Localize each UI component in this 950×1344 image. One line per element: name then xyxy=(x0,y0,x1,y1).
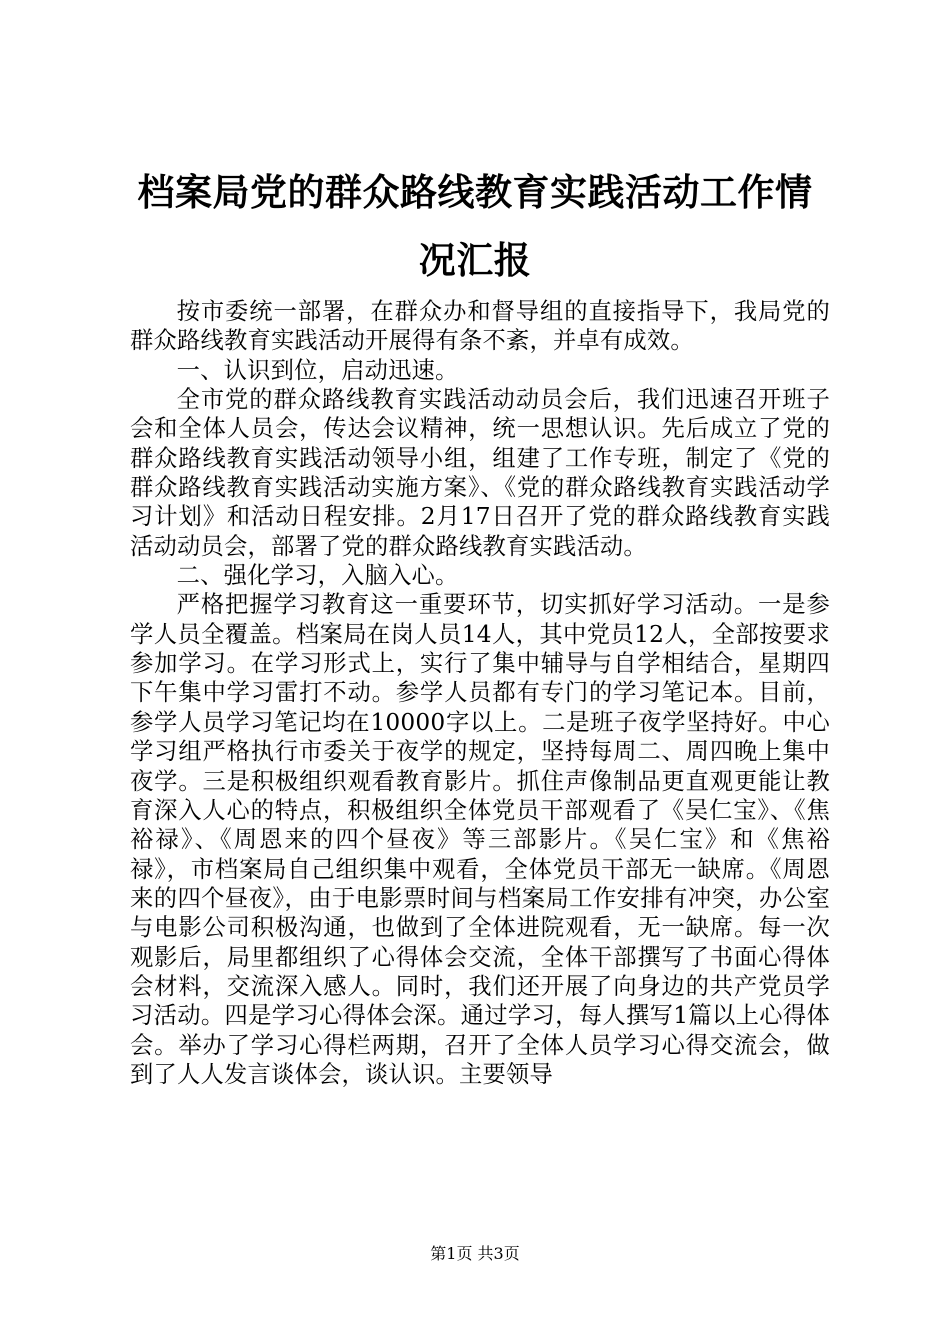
section-heading-1: 一、认识到位，启动迅速。 xyxy=(176,356,459,384)
paragraph-intro: 按市委统一部署，在群众办和督导组的直接指导下，我局党的群众路线教育实践活动开展得有条不紊，并卓有成效。 xyxy=(130,298,830,355)
document-title: 档案局党的群众路线教育实践活动工作情况汇报 xyxy=(137,170,813,282)
page-footer: 第1页 共3页 xyxy=(430,1244,520,1263)
paragraph-section-1: 全市党的群众路线教育实践活动动员会后，我们迅速召开班子会和全体人员会，传达会议精神，统一思想认识。先后成立了党的群众路线教育实践活动领导小组，组建了工作专班，制定了《党的群众路线教育实践活动实施方案》、《党的群众路线教育实践活动学习计划》和活动日程安排。2月17日召开了党的群众路线教育实践活动动员会，部署了党的群众路线教育实践活动。 xyxy=(130,386,830,560)
paragraph-section-2: 严格把握学习教育这一重要环节，切实抓好学习活动。一是参学人员全覆盖。档案局在岗人员14人，其中党员12人，全部按要求参加学习。在学习形式上，实行了集中辅导与自学相结合，星期四下午集中学习雷打不动。参学人员都有专门的学习笔记本。目前，参学人员学习笔记均在10000字以上。二是班子夜学坚持好。中心学习组严格执行市委关于夜学的规定，坚持每周二、周四晚上集中夜学。三是积极组织观看教育影片。抓住声像制品更直观更能让教育深入人心的特点，积极组织全体党员干部观看了《吴仁宝》、《焦裕禄》、《周恩来的四个昼夜》等三部影片。《吴仁宝》和《焦裕禄》，市档案局自己组织集中观看，全体党员干部无一缺席。《周恩来的四个昼夜》，由于电影票时间与档案局工作安排有冲突，办公室与电影公司积极沟通，也做到了全体进院观看，无一缺席。每一次观影后，局里都组织了心得体会交流，全体干部撰写了书面心得体会材料，交流深入感人。同时，我们还开展了向身边的共产党员学习活动。四是学习心得体会深。通过学习，每人撰写1篇以上心得体会。举办了学习心得栏两期，召开了全体人员学习心得交流会，做到了人人发言谈体会，谈认识。主要领导 xyxy=(130,591,830,1088)
section-heading-2: 二、强化学习，入脑入心。 xyxy=(176,562,459,590)
document-body xyxy=(130,297,830,1089)
